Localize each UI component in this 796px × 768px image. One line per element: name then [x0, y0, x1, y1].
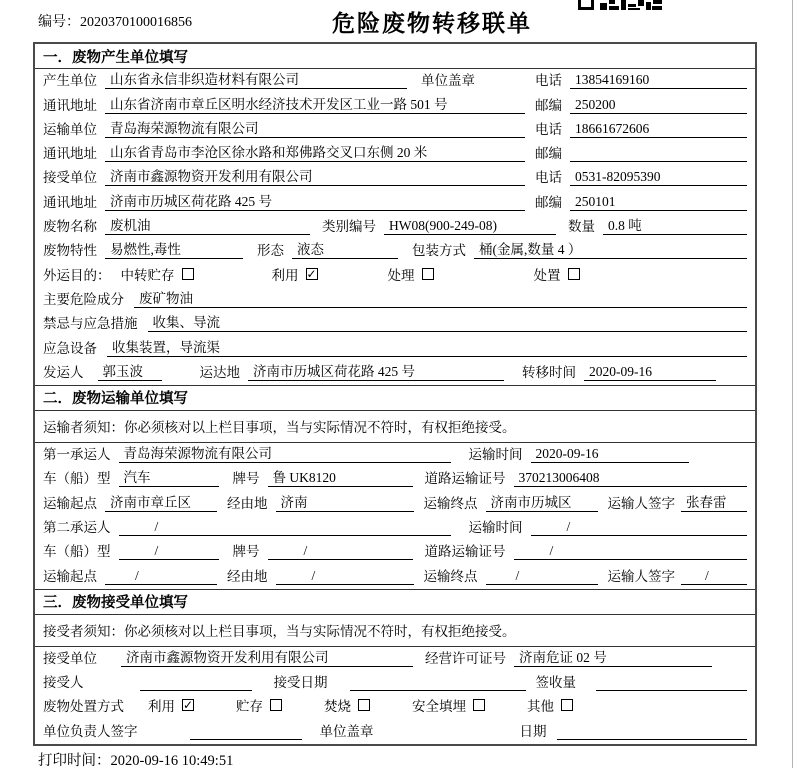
qr-code-fragment-icon: [578, 0, 664, 10]
page-title: 危险废物转移联单: [332, 11, 532, 36]
producer-unit-value: 山东省永信非织造材料有限公司: [105, 68, 407, 89]
quantity-label: 数量: [568, 219, 595, 235]
transporter-unit-value: 青岛海荣源物流有限公司: [105, 117, 525, 138]
second-carrier-row: [35, 516, 755, 540]
disposal-option-landfill: [412, 695, 485, 715]
transporter-unit-row: [35, 118, 755, 142]
waste-form-label: 形态: [257, 243, 284, 259]
shipper-row: [35, 361, 755, 385]
purpose-option-storage: [121, 264, 194, 284]
producer-phone-label: 电话: [535, 73, 562, 89]
road-permit2-value: /: [514, 543, 748, 560]
checkbox-checked-icon: ✓: [182, 698, 194, 713]
receiver-zip-label: 邮编: [535, 194, 562, 210]
doc-number-label: 编号：: [38, 15, 80, 30]
receiver-zip-value: 250101: [570, 194, 747, 211]
emergency-equipment-value: 收集装置，导流渠: [107, 336, 747, 357]
producer-unit-label: 产生单位: [43, 73, 97, 89]
waste-name-row: [35, 215, 755, 239]
transporter-zip-group: [535, 142, 747, 162]
transfer-purpose-row: [35, 263, 755, 287]
purpose-option-storage-label: 中转贮存: [120, 267, 175, 283]
emergency-measures-row: [35, 312, 755, 336]
hazard-component-label: 主要危险成分: [43, 291, 124, 307]
emergency-measures-label: 禁忌与应急措施: [43, 316, 138, 332]
transfer-time-label: 转移时间: [522, 364, 576, 380]
transporter-phone-label: 电话: [535, 121, 562, 137]
producer-zip-value: 250200: [570, 97, 747, 114]
plate-number1-label: 牌号: [232, 471, 260, 487]
vehicle-type2-value: /: [119, 543, 219, 560]
transporter-phone-value: 18661672606: [570, 121, 747, 138]
category-code-value: HW08(900-249-08): [384, 218, 556, 235]
producer-unit-row: [35, 69, 755, 93]
emergency-measures-value: 收集、导流: [148, 311, 748, 332]
second-carrier-value: /: [119, 519, 451, 536]
destination-label: 运达地: [199, 364, 240, 380]
accepting-unit-value: 济南市鑫源物资开发利用有限公司: [121, 646, 413, 667]
via1-label: 经由地: [227, 495, 268, 511]
transporter-sign1-label: 运输人签字: [607, 495, 675, 511]
packing-label: 包装方式: [412, 243, 466, 259]
vehicle-type2-label: 车（船）型: [43, 544, 111, 560]
receiver-unit-value: 济南市鑫源物资开发利用有限公司: [105, 165, 525, 186]
checkbox-unchecked-icon: [568, 268, 580, 280]
transport-time1-label: 运输时间: [468, 447, 523, 463]
transporter-sign2-value: /: [681, 568, 747, 585]
receiver-address-row: [35, 190, 755, 214]
producer-phone-group: [535, 69, 747, 89]
plate-number1-value: 鲁 UK8120: [268, 466, 413, 487]
transporter-notice: 运输者须知：你必须核对以上栏目事项，当与实际情况不符时，有权拒绝接受。: [35, 411, 755, 443]
route2-row: [35, 564, 755, 588]
transporter-zip-label: 邮编: [535, 146, 562, 162]
section2-header: 二．废物运输单位填写: [35, 385, 755, 411]
purpose-option-treat: [388, 264, 434, 284]
emergency-equipment-row: [35, 336, 755, 360]
producer-zip-label: 邮编: [535, 97, 562, 113]
origin1-value: 济南市章丘区: [105, 491, 217, 512]
via2-value: /: [276, 568, 414, 585]
section1-header: 一．废物产生单位填写: [35, 44, 755, 69]
receiver-phone-group: [535, 166, 747, 186]
transport-time2-value: /: [531, 519, 748, 536]
accept-date-label: 接受日期: [273, 675, 328, 691]
producer-address-value: 山东省济南市章丘区明水经济技术开发区工业一路 501 号: [105, 93, 525, 114]
print-time-value: 2020-09-16 10:49:51: [110, 753, 234, 768]
section3-header: 三．废物接受单位填写: [35, 589, 755, 615]
origin2-label: 运输起点: [43, 568, 97, 584]
route1-row: [35, 491, 755, 515]
terminus2-value: /: [486, 568, 598, 585]
transporter-sign2-label: 运输人签字: [607, 568, 675, 584]
transporter-unit-label: 运输单位: [43, 121, 97, 137]
vehicle-type1-value: 汽车: [119, 466, 219, 487]
acceptor-label: 接受人: [43, 675, 84, 691]
road-permit1-value: 370213006408: [514, 470, 748, 487]
checkbox-unchecked-icon: [422, 268, 434, 280]
emergency-equipment-label: 应急设备: [43, 340, 97, 356]
business-permit-value: 济南危证 02 号: [514, 646, 712, 667]
transfer-time-value: 2020-09-16: [584, 364, 716, 381]
checkbox-unchecked-icon: [182, 268, 194, 280]
terminus1-label: 运输终点: [423, 495, 478, 511]
shipper-value: 郭玉波: [98, 360, 162, 381]
receiver-unit-row: [35, 166, 755, 190]
hazard-component-value: 废矿物油: [134, 287, 747, 308]
waste-name-label: 废物名称: [43, 219, 97, 235]
waste-character-row: [35, 239, 755, 263]
checkbox-unchecked-icon: [358, 699, 370, 711]
responsible-signature-value: [190, 739, 302, 740]
waste-form-value: 液态: [292, 238, 398, 259]
category-code-label: 类别编号: [322, 219, 376, 235]
transfer-purpose-label: 外运目的：: [43, 267, 111, 283]
checkbox-unchecked-icon: [473, 699, 485, 711]
vehicle-type2-row: [35, 540, 755, 564]
plate-number2-label: 牌号: [232, 544, 260, 560]
producer-address-row: [35, 93, 755, 117]
waste-character-label: 废物特性: [43, 243, 97, 259]
transport-time1-value: 2020-09-16: [531, 446, 689, 463]
checkbox-checked-icon: ✓: [306, 266, 317, 281]
date-value: [557, 739, 748, 740]
transporter-address-value: 山东省青岛市李沧区徐水路和郑佛路交叉口东侧 20 米: [105, 141, 525, 162]
destination-value: 济南市历城区荷花路 425 号: [248, 360, 504, 381]
purpose-option-dispose: [534, 264, 580, 284]
vehicle-type1-label: 车（船）型: [43, 471, 111, 487]
receiver-seal-label: 单位盖章: [319, 723, 374, 739]
first-carrier-value: 青岛海荣源物流有限公司: [119, 442, 451, 463]
disposal-method-row: [35, 695, 755, 719]
purpose-option-dispose-label: 处置: [533, 267, 561, 283]
receiver-zip-group: [535, 191, 747, 211]
purpose-option-utilize-label: 利用: [271, 267, 299, 283]
responsible-signature-label: 单位负责人签字: [43, 723, 138, 739]
received-qty-value: [596, 690, 747, 691]
hazard-component-row: [35, 288, 755, 312]
disposal-option-store: [236, 695, 282, 715]
producer-phone-value: 13854169160: [570, 72, 747, 89]
shipper-label: 发运人: [43, 364, 84, 380]
receiver-address-label: 通讯地址: [43, 194, 97, 210]
transporter-zip-value: [570, 161, 747, 162]
receiver-phone-value: 0531-82095390: [570, 169, 747, 186]
disposal-option-other: [527, 695, 573, 715]
road-permit1-label: 道路运输证号: [424, 471, 506, 487]
disposal-option-incinerate-label: 焚烧: [324, 699, 351, 715]
origin1-label: 运输起点: [43, 495, 97, 511]
page-edge-divider: [792, 0, 793, 768]
transport-time2-label: 运输时间: [468, 520, 523, 536]
print-time-label: 打印时间：: [38, 753, 111, 768]
doc-number-value: 2020370100016856: [80, 15, 192, 30]
received-qty-label: 签收量: [535, 675, 576, 691]
second-carrier-label: 第二承运人: [43, 520, 111, 536]
producer-address-label: 通讯地址: [43, 97, 97, 113]
transporter-sign1-value: 张春雷: [681, 491, 747, 512]
transporter-address-label: 通讯地址: [43, 146, 97, 162]
accepting-unit-row: [35, 647, 755, 671]
disposal-method-label: 废物处置方式: [43, 699, 124, 715]
receiver-notice: 接受者须知：你必须核对以上栏目事项，当与实际情况不符时，有权拒绝接受。: [35, 615, 755, 647]
transporter-phone-group: [535, 118, 747, 138]
unit-seal-label: 单位盖章: [421, 73, 475, 89]
receiver-phone-label: 电话: [535, 170, 562, 186]
accept-date-value: [350, 690, 526, 691]
business-permit-label: 经营许可证号: [425, 650, 506, 666]
acceptor-value: [140, 690, 252, 691]
disposal-option-utilize-label: 利用: [148, 699, 175, 715]
via2-label: 经由地: [227, 568, 268, 584]
packing-value: 桶(金属,数量 4 ）: [474, 238, 747, 259]
terminus1-value: 济南市历城区: [486, 491, 598, 512]
plate-number2-value: /: [268, 543, 413, 560]
purpose-option-treat-label: 处理: [387, 267, 415, 283]
receiver-unit-label: 接受单位: [43, 170, 97, 186]
disposal-option-other-label: 其他: [527, 699, 554, 715]
producer-zip-group: [535, 94, 747, 114]
transporter-address-row: [35, 142, 755, 166]
disposal-option-landfill-label: 安全填埋: [412, 699, 466, 715]
purpose-option-utilize: [272, 264, 318, 284]
disposal-option-store-label: 贮存: [236, 699, 263, 715]
waste-character-value: 易燃性,毒性: [105, 238, 243, 259]
receiver-address-value: 济南市历城区荷花路 425 号: [105, 190, 525, 211]
print-time: [38, 749, 233, 768]
date-label: 日期: [519, 723, 547, 739]
first-carrier-row: [35, 443, 755, 467]
origin2-value: /: [105, 568, 217, 585]
manifest-table: [33, 42, 757, 746]
disposal-option-utilize: [148, 695, 194, 715]
disposal-option-incinerate: [324, 695, 370, 715]
road-permit2-label: 道路运输证号: [424, 544, 506, 560]
doc-number: [38, 11, 192, 31]
checkbox-unchecked-icon: [270, 699, 282, 711]
responsible-signature-row: [35, 720, 755, 744]
vehicle-type1-row: [35, 467, 755, 491]
waste-name-value: 废机油: [105, 214, 310, 235]
acceptor-row: [35, 671, 755, 695]
first-carrier-label: 第一承运人: [43, 447, 111, 463]
quantity-value: 0.8 吨: [603, 214, 747, 235]
checkbox-unchecked-icon: [561, 699, 573, 711]
via1-value: 济南: [276, 491, 414, 512]
accepting-unit-label: 接受单位: [43, 650, 97, 666]
terminus2-label: 运输终点: [423, 568, 478, 584]
